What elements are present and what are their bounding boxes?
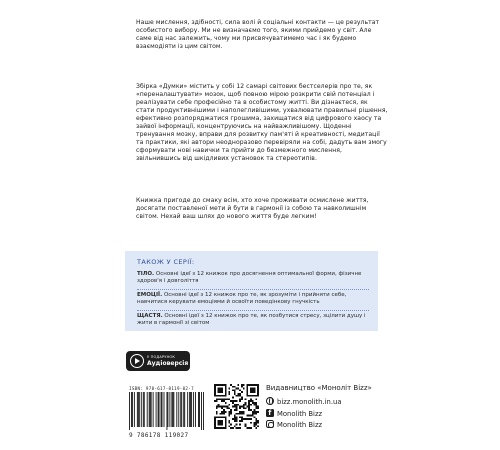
qr-code [214,384,259,429]
qr-module [218,420,223,425]
qr-module [234,409,236,411]
qr-module [245,398,247,400]
qr-module [228,411,230,413]
qr-module [248,400,250,402]
qr-module [252,402,254,404]
barcode-bar [153,392,154,427]
qr-module [221,406,223,408]
qr-module [246,427,248,429]
qr-module [219,398,221,400]
qr-module [257,407,259,409]
qr-module [255,398,257,400]
qr-module [246,418,248,420]
qr-module [241,411,243,413]
intro-paragraph-2: Збірка «Думки» містить у собі 12 самарі світових бестселерів про те, як «переналаштувати» мозок, щоб повною мірою розкрити свій потенціал і реалізувати себе професійно та в особистому житті. Ви дізнаєтеся, як стати продуктивнішими і наполегливішими, ухвалювати правильні рішення, ефективно розпоряджатися грошима, захищатися від цифрового хаосу та зайвої інформації, концентруючись на найважливішому. Щоденні тренування мозку, вправи для розвитку пам'яті й креативності, медитації та практики, які автори неодноразово перевіряли на собі, дадуть вам змогу сформувати нові навички та прийти до безмежного мислення, звільнившись від шкідливих установок та стереотипів. [136,83,388,163]
play-icon [130,354,144,368]
qr-module [254,422,256,424]
qr-module [230,409,232,411]
qr-module [216,398,218,400]
qr-module [221,413,223,415]
publisher-website [266,397,341,406]
series-item-text: Основні ідеї з 12 книжок про досягнення оптимальної форми, фізичне здоров'я і довголіття [137,271,362,285]
barcode-bar [144,392,145,427]
barcode-bar [181,392,182,427]
qr-module [232,386,234,388]
qr-module [230,411,232,413]
qr-module [237,388,239,390]
qr-module [228,407,230,409]
barcode-bar [134,392,135,427]
website-text: bizz.monolith.in.ua [277,398,342,406]
qr-module [237,404,239,406]
qr-module [241,406,243,408]
qr-module [254,409,256,411]
qr-module [255,411,257,413]
barcode-bar [162,392,163,427]
qr-module [252,415,254,417]
series-item-name: ЕМОЦІЇ. [137,292,163,298]
barcode-bar [187,392,188,427]
qr-module [228,398,230,400]
qr-module [234,389,236,391]
barcode-digits: 9 786178 119027 [129,432,189,439]
qr-module [228,391,230,393]
qr-module [243,384,245,386]
qr-module [239,389,241,391]
series-box [125,251,378,331]
qr-module [221,407,223,409]
qr-module [239,400,241,402]
qr-module [239,393,241,395]
barcode-bar [159,392,160,427]
qr-module [236,427,238,429]
qr-module [254,424,256,426]
qr-module [243,407,245,409]
qr-module [227,406,229,408]
qr-module [248,402,250,404]
instagram-icon [266,420,274,428]
barcode-bar [189,392,190,427]
qr-module [254,411,256,413]
publisher-instagram [266,420,322,429]
qr-module [239,424,241,426]
qr-module [255,422,257,424]
qr-module [234,416,236,418]
qr-module [243,418,245,420]
qr-module [232,397,234,399]
barcode-bar [147,392,148,427]
qr-module [241,386,243,388]
qr-module [230,427,232,429]
qr-module [252,400,254,402]
qr-module [228,413,230,415]
qr-module [236,424,238,426]
qr-module [250,422,252,424]
qr-module [228,404,230,406]
qr-module [216,413,218,415]
qr-module [230,424,232,426]
barcode-bar [137,392,138,427]
intro-paragraph-1: Наше мислення, здібності, сила волі й соціальні контакти — це результат особистого вибору. Ми не визначаємо того, якими прийдемо у світ. Але саме від нас залежить, чому ми присвячуватимемо час і як будемо взаємодіяти із цим світом. [136,19,380,51]
audio-badge-big: Аудіоверсія [147,360,189,367]
qr-module [254,413,256,415]
barcode-bar [198,392,199,427]
divider [137,310,369,311]
qr-module [243,388,245,390]
qr-module [250,404,252,406]
qr-module [237,384,239,386]
qr-module [225,398,227,400]
qr-module [236,388,238,390]
qr-module [239,416,241,418]
series-title: ТАКОЖ У СЕРІЇ: [137,258,195,266]
qr-module [250,418,252,420]
qr-module [250,427,252,429]
qr-module [228,393,230,395]
qr-module [234,425,236,427]
barcode-bar [191,392,192,427]
qr-module [223,398,225,400]
publisher-facebook [266,409,322,418]
qr-module [234,415,236,417]
qr-module [248,409,250,411]
globe-icon [266,397,274,405]
qr-module [237,395,239,397]
qr-module [236,418,238,420]
qr-module [248,406,250,408]
barcode-bar [171,392,172,427]
qr-module [225,402,227,404]
qr-module [245,425,247,427]
barcode-bar [143,392,144,427]
barcode-bar [195,392,196,427]
qr-module [236,404,238,406]
series-item-emotions [137,292,373,307]
barcode-bar [183,392,184,427]
qr-module [223,413,225,415]
qr-module [243,406,245,408]
barcode-bar [199,392,200,427]
qr-module [257,411,259,413]
qr-module [255,424,257,426]
barcode-bar [129,392,130,430]
qr-module [232,402,234,404]
qr-module [219,413,221,415]
barcode-bar [190,392,191,427]
qr-module [257,420,259,422]
qr-module [232,389,234,391]
qr-module [255,406,257,408]
qr-module [241,413,243,415]
qr-module [236,395,238,397]
qr-module [250,409,252,411]
barcode-bar [141,392,142,427]
qr-module [227,398,229,400]
qr-module [243,413,245,415]
qr-module [236,400,238,402]
qr-module [239,395,241,397]
barcode-bar [176,392,177,427]
barcode-bar [161,392,162,427]
qr-module [246,406,248,408]
qr-module [254,402,256,404]
barcode-bar [201,392,202,430]
qr-module [246,415,248,417]
series-item-happiness [137,313,373,328]
qr-module [228,420,230,422]
series-item-text: Основні ідеї з 12 книжок про те, як зрозуміти і прийняти себе, навчитися керувати емоціями й освоїти поведінкову гнучкість [137,292,347,306]
qr-module [234,400,236,402]
qr-module [239,406,241,408]
qr-module [239,398,241,400]
qr-module [241,391,243,393]
divider [137,289,369,290]
series-item-name: ЩАСТЯ. [137,313,163,319]
qr-module [250,415,252,417]
barcode-bar [193,392,194,427]
qr-module [234,386,236,388]
qr-module [255,418,257,420]
barcode-bar [139,392,140,427]
qr-module [245,407,247,409]
qr-module [239,427,241,429]
qr-module [252,411,254,413]
qr-module [236,413,238,415]
intro-paragraph-3: Книжка пригоде до смаку всім, хто хоче проживати осмислене життя, досягати поставленої мети й бути в гармонії із собою та навколишнім світом. Нехай ваш шлях до нового життя буде легким! [136,197,369,221]
qr-module [239,420,241,422]
series-item-body [137,271,373,286]
qr-module [234,404,236,406]
barcode-bar [164,392,165,427]
qr-module [254,425,256,427]
barcode-bar [172,392,173,427]
qr-module [250,388,255,393]
qr-module [218,398,220,400]
qr-module [228,388,230,390]
audio-badge-small: У ПОДАРУНОК [147,355,176,359]
qr-module [255,402,257,404]
qr-module [218,388,223,393]
qr-module [243,411,245,413]
barcode-bar [149,392,150,427]
qr-module [223,400,225,402]
qr-module [216,407,218,409]
series-item-text: Основні ідеї з 12 книжок про те, як позбутися стресу, зцілити душу і жити в гармонії зі світом [137,313,366,327]
qr-module [230,384,232,386]
qr-module [216,406,218,408]
qr-module [234,418,236,420]
qr-module [234,393,236,395]
qr-module [237,427,239,429]
barcode-bar [169,392,170,427]
qr-module [219,406,221,408]
qr-module [254,404,256,406]
qr-module [216,411,218,413]
qr-module [221,411,223,413]
qr-module [255,407,257,409]
qr-module [245,402,247,404]
barcode-bar [151,392,152,427]
qr-module [241,420,243,422]
barcode [129,392,204,430]
qr-module [239,411,241,413]
qr-module [225,406,227,408]
series-item-name: ТІЛО. [137,271,155,277]
qr-module [234,391,236,393]
qr-module [234,420,236,422]
qr-module [230,400,232,402]
qr-module [243,404,245,406]
qr-module [241,398,243,400]
qr-module [237,393,239,395]
qr-module [228,425,230,427]
qr-module [245,418,247,420]
qr-module [221,398,223,400]
qr-module [248,418,250,420]
qr-module [257,406,259,408]
qr-module [254,416,256,418]
barcode-bar [138,392,139,427]
qr-module [214,400,216,402]
qr-module [257,422,259,424]
qr-module [239,407,241,409]
qr-module [237,413,239,415]
qr-module [255,420,257,422]
qr-module [250,400,252,402]
qr-module [227,407,229,409]
barcode-bar [180,392,181,427]
qr-module [248,407,250,409]
qr-module [221,400,223,402]
qr-module [228,422,230,424]
barcode-bar [178,392,179,427]
qr-module [257,425,259,427]
instagram-text: Monolith Bizz [277,421,323,429]
qr-module [218,406,220,408]
qr-module [223,411,225,413]
qr-module [248,427,250,429]
qr-module [218,404,220,406]
facebook-text: Monolith Bizz [277,410,323,418]
qr-module [252,413,254,415]
qr-module [255,413,257,415]
qr-module [241,416,243,418]
qr-module [223,409,225,411]
qr-module [216,400,218,402]
qr-module [248,415,250,417]
barcode-bar [203,392,204,430]
qr-module [232,418,234,420]
qr-module [232,427,234,429]
qr-module [236,409,238,411]
publisher-name: Видавництво «Моноліт Bizz» [266,384,372,392]
facebook-icon [266,409,274,417]
qr-module [245,404,247,406]
qr-module [228,415,230,417]
qr-module [230,413,232,415]
qr-module [255,404,257,406]
barcode-bar [156,392,157,427]
barcode-bar [150,392,151,427]
barcode-bar [184,392,185,427]
qr-module [232,400,234,402]
barcode-bar [132,392,133,427]
barcode-bar [167,392,168,430]
qr-module [236,406,238,408]
barcode-bar [158,392,159,427]
qr-module [241,397,243,399]
qr-module [236,420,238,422]
qr-module [250,398,252,400]
barcode-bar [173,392,174,427]
qr-module [239,413,241,415]
audio-version-badge [126,351,190,371]
qr-module [245,424,247,426]
qr-module [225,411,227,413]
qr-module [255,427,257,429]
qr-module [236,416,238,418]
qr-module [241,418,243,420]
qr-module [241,384,243,386]
isbn-label: ISBN: 978-617-8119-02-7 [129,386,194,391]
qr-module [223,406,225,408]
qr-module [234,406,236,408]
barcode-bar [167,392,168,427]
qr-module [236,407,238,409]
barcode-bar [131,392,132,427]
qr-module [248,404,250,406]
qr-module [232,406,234,408]
